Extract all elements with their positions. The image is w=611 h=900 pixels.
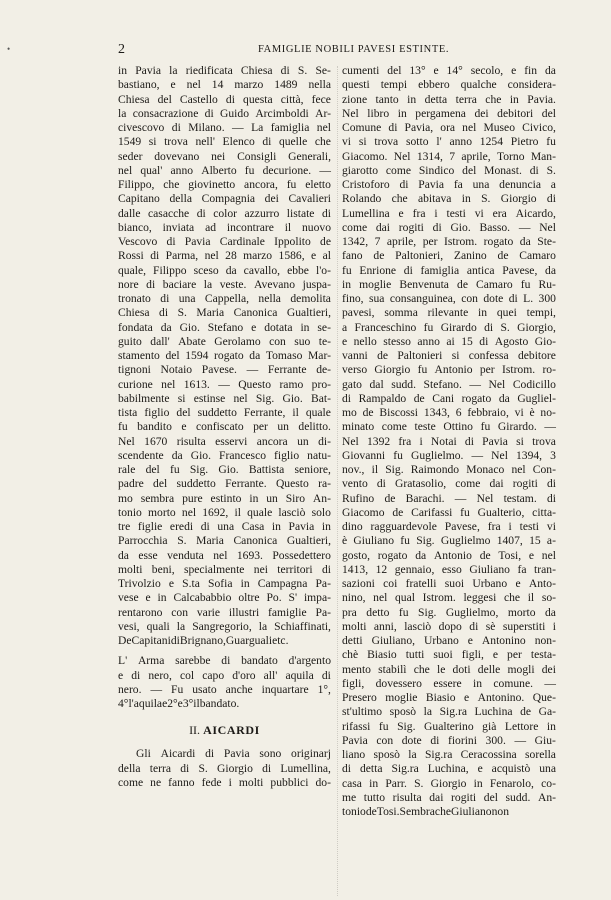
page-number: 2 <box>118 42 125 57</box>
text-line: Giacomo. Nel 1314, 7 aprile, Torno Man- <box>342 149 556 163</box>
text-line: chè Biasio tutti suoi figli, e per testa- <box>342 648 556 662</box>
text-line: liano sposò la Sig.ra Ceracossina sorella <box>342 748 556 761</box>
text-line: bastiano, e nel 14 marzo 1489 nella <box>118 78 331 92</box>
text-line: Pavia con dote di fiorini 300. — Giu- <box>342 733 556 747</box>
text-line: minato come teste Ottino fu Girardo. — <box>342 420 556 434</box>
text-line: seder dovevano nei Consigli Generali, <box>118 149 331 163</box>
text-line: in moglie Benvenuta de Camaro fu Ru- <box>342 277 556 291</box>
text-line: pavesi, somma rilevante in quei tempi, <box>342 306 556 320</box>
text-line: sazioni coi fratelli suoi Urbano e Anto- <box>342 577 556 590</box>
text-line: la consacrazione di Guido Arcimboldi Ar- <box>118 106 331 120</box>
text-line: Lumellina e fra i testi vi era Aicardo, <box>342 206 556 220</box>
text-line: L' Arma sarebbe di bandato d'argento <box>118 654 331 668</box>
text-line: fu Enrione di famiglia antica Pavese, da <box>342 263 556 277</box>
text-line: fino, sua consanguinea, con dote di L. 300 <box>342 292 556 305</box>
column-divider <box>337 66 338 896</box>
text-line: vento di Gratasolio, come dai rogiti di <box>342 477 556 491</box>
text-line: molti beni, specialmente nei territori di <box>118 562 331 576</box>
text-line: mo de Biscossi 1343, 6 febbraio, vi è no- <box>342 406 556 419</box>
text-line: Presero moglie Biasio e Antonino. Que- <box>342 691 556 704</box>
text-line: nino, nel qual Istrom. leggesi che il so- <box>342 591 556 605</box>
text-line: vanni de Paltonieri si confessa debitore <box>342 349 556 362</box>
text-line: guito dall' Abate Gerolamo con suo te- <box>118 334 331 348</box>
text-line: mo sembra pure estinto in un Siro An- <box>118 491 331 505</box>
text-line: Parrocchia S. Maria Canonica Gualtieri, <box>118 534 331 548</box>
text-line: detti Giuliano, Urbano e Antonino non- <box>342 634 556 647</box>
text-line: giarotto come Sindico del Monast. di S. <box>342 163 556 177</box>
text-line: tonio morto nel 1692, il quale lasciò solo <box>118 505 331 519</box>
margin-mark: • <box>7 44 11 54</box>
text-line: me tutto risulta dai rogiti del sudd. An- <box>342 790 556 804</box>
text-line: tignoni Notaio Pavese. — Ferrante de- <box>118 363 331 377</box>
section-heading <box>118 717 331 743</box>
text-line: Rolando che abitava in S. Giorgio di <box>342 192 556 206</box>
text-line: di Rampaldo de Cani rogato da Gugliel- <box>342 391 556 405</box>
text-line: dalle casacche di color azzurro listate di <box>118 206 331 220</box>
text-line: Nel libro in pergamena dei debitori del <box>342 106 556 120</box>
text-line: De Capitani di Brignano, Guarguali etc. <box>118 634 289 647</box>
text-line: è Giuliano fu Sig. Guglielmo 1407, 15 a- <box>342 534 556 548</box>
text-line: padre del suddetto Ferrante. Questo ra- <box>118 477 331 491</box>
right-column <box>342 64 556 819</box>
paragraph-aicardi-continued <box>342 64 556 819</box>
text-line: civescovo di Milano. — La famiglia nel <box>118 121 331 134</box>
text-line: Trivolzio e S.ta Sofia in Campagna Pa- <box>118 577 331 590</box>
text-line: fano de Paltonieri, Zanino de Camaro <box>342 249 556 263</box>
text-line: nov., il Sig. Raimondo Monaco nel Con- <box>342 463 556 476</box>
text-line: e nello stesso anno ai 15 di Agosto Gio- <box>342 334 556 348</box>
text-line: scendente da Gio. Francesco figlio natu- <box>118 448 331 462</box>
text-line: 4° l' aquila e 2° e 3° il bandato. <box>118 697 240 710</box>
text-line: casa in Parr. S. Giorgio in Fenarolo, co- <box>342 776 556 790</box>
paragraph-aicardi <box>118 747 331 790</box>
text-line: quale, Filippo sceso da cavallo, ebbe l'o- <box>118 263 331 277</box>
text-line: della terra di S. Giorgio di Lumellina, <box>118 761 331 775</box>
text-line: gato dal sudd. Stefano. — Nel Codicillo <box>342 377 556 391</box>
text-line: molti anni, lasciò dopo di sè superstiti i <box>342 619 556 633</box>
text-line: Rossi di Parma, nel 28 marzo 1586, e al <box>118 249 331 263</box>
text-line: fondata da Gio. Stefano e dotata in se- <box>118 320 331 334</box>
text-line: curione nel 1613. — Questo ramo pro- <box>118 377 331 391</box>
text-line: da esse venduta nel 1693. Possedettero <box>118 548 331 562</box>
text-line: Rufino de Barachi. — Nel testam. di <box>342 491 556 505</box>
text-line: Gli Aicardi di Pavia sono originarj <box>136 747 331 761</box>
text-line: vese e in Calcababbio oltre Po. S' impa- <box>118 591 331 605</box>
text-line: pra detto fu Sig. Guglielmo, morto da <box>342 605 556 619</box>
running-title: FAMIGLIE NOBILI PAVESI ESTINTE. <box>258 44 450 55</box>
text-line: a Franceschino fu Girardo di S. Giorgio, <box>342 320 556 334</box>
text-line: vi si trova sotto l' anno 1254 Pietro fu <box>342 135 556 149</box>
section-title: AICARDI <box>203 723 260 738</box>
text-line: 1549 si trova nell' Elenco di quelle che <box>118 135 331 149</box>
text-line: Filippo, che giovinetto ancora, fu eletto <box>118 178 331 191</box>
text-line: nore di baciare la veste. Avevano juspa- <box>118 277 331 291</box>
text-line: bianco, inviata ad incontrare il nuovo <box>118 220 331 234</box>
text-line: Giacomo de Carifassi fu Gualterio, citta- <box>342 505 556 519</box>
text-line: fu bandito e confiscato per un delitto. <box>118 420 331 434</box>
text-line: come dai rogiti di Gio. Basso. — Nel <box>342 220 556 234</box>
text-line: nel qual' anno Alberto fu decurione. — <box>118 163 331 177</box>
paragraph-arms <box>118 654 331 711</box>
text-line: come ne fanno fede i molti pubblici do- <box>118 775 331 789</box>
text-line: Chiesa del Castello di questa città, fece <box>118 92 331 106</box>
text-line: Comune di Pavia, ora nel Museo Civico, <box>342 121 556 134</box>
text-line: babilmente si estinse nel Sig. Gio. Bat- <box>118 391 331 405</box>
text-line: in Pavia la riedificata Chiesa di S. Se- <box>118 64 331 77</box>
text-line: e di nero, col capo d'oro all' aquila di <box>118 668 331 682</box>
text-line: tre figlie eredi di una Casa in Pavia in <box>118 520 331 533</box>
text-line: Cristoforo di Pavia fa una denuncia a <box>342 178 556 191</box>
text-line: Vescovo di Pavia Cardinale Ippolito de <box>118 235 331 248</box>
text-line: Nel 1670 risulta esservi ancora un di- <box>118 434 331 448</box>
text-line: mento stabilì che le doti delle mogli dei <box>342 662 556 676</box>
text-line: tronato di una Cappella, nella demolita <box>118 292 331 305</box>
text-line: Chiesa di S. Maria Canonica Gualtieri, <box>118 306 331 320</box>
paragraph-history <box>118 64 331 648</box>
text-line: nero. — Fu usato anche inquartare 1°, <box>118 682 331 696</box>
text-line: verso Giorgio fu Antonio per Istrom. ro- <box>342 363 556 377</box>
text-line: vesi, quali la Sangregorio, la Schiaffinati, <box>118 619 331 633</box>
text-line: dino ragguardevole Pavese, fra i testi vi <box>342 520 556 533</box>
text-line: 1413, 12 gennaio, esso Giuliano fa tran- <box>342 562 556 576</box>
text-line: st'ultimo sposò la Sig.ra Luchina de Ga- <box>342 705 556 719</box>
text-line: 1342, 7 aprile, per Istrom. rogato da Ste- <box>342 235 556 248</box>
text-line: tista figlio del suddetto Ferrante, il quale <box>118 406 331 419</box>
page-header <box>118 42 550 60</box>
text-line: tonio de Tosi. Sembra che Giuliano non <box>342 805 509 818</box>
text-line: Giovanni fu Guglielmo. — Nel 1394, 3 <box>342 448 556 462</box>
text-line: rifassi fu Sig. Gualterino già Lettore in <box>342 719 556 733</box>
text-line: rentarono con varie illustri famiglie Pa- <box>118 605 331 619</box>
text-line: questi tempi ebbero qualche considera- <box>342 78 556 92</box>
text-line: di detta Sig.ra Luchina, e acquistò una <box>342 762 556 776</box>
left-column <box>118 64 331 790</box>
text-line: cumenti del 13° e 14° secolo, e fin da <box>342 64 556 77</box>
text-line: rale del fu Sig. Gio. Battista seniore, <box>118 463 331 476</box>
section-number: II. <box>189 723 201 738</box>
text-line: figli, dovessero essere in comune. — <box>342 676 556 690</box>
text-line: Capitano della Compagnia dei Cavalieri <box>118 192 331 206</box>
text-line: stamento del 1594 rogato da Tomaso Mar- <box>118 349 331 362</box>
text-line: zione tanto in detta terra che in Pavia. <box>342 92 556 106</box>
text-line: Nel 1392 fra i Notai di Pavia si trova <box>342 434 556 448</box>
text-line: gosto, rogato da Antonio de Tosi, e nel <box>342 548 556 562</box>
